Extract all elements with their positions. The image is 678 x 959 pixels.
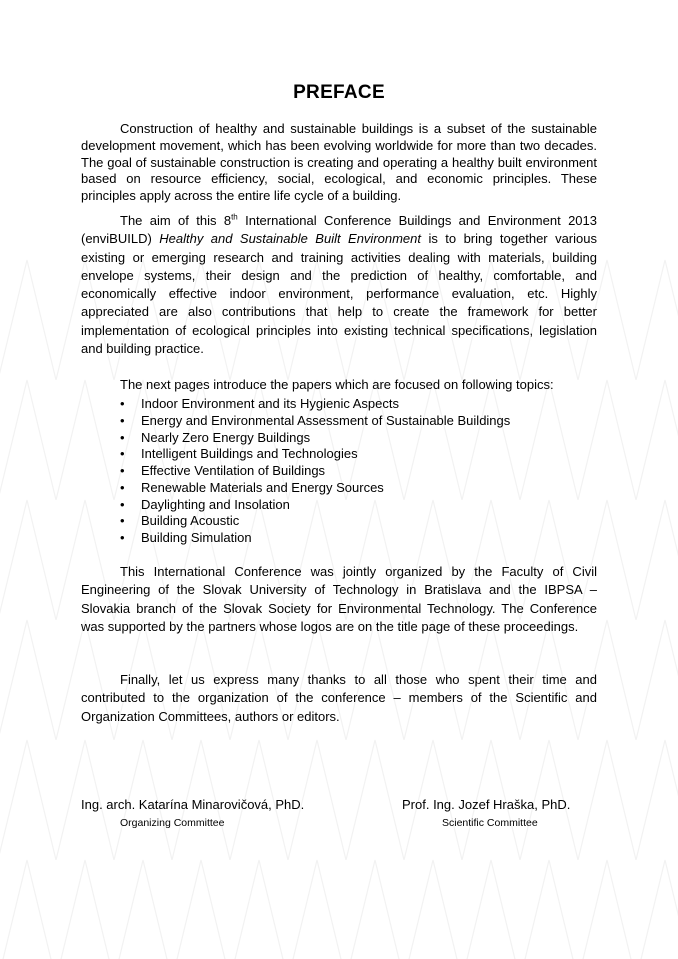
paragraph-thanks: Finally, let us express many thanks to all those who spent their time and contributed to the organization of the conference – members of the Scientific and Organization Committees, authors or editors. [81, 672, 597, 724]
aim-text-conference: International Conference Buildings and Environment 2013 (enviBUILD) [81, 213, 597, 247]
signatory-role: Scientific Committee [442, 817, 538, 829]
list-item: • Energy and Environmental Assessment of Sustainable Buildings [120, 413, 510, 430]
paragraph-aim [81, 212, 597, 358]
paragraph-intro: Construction of healthy and sustainable buildings is a subset of the sustainable development movement, which has been evolving worldwide for more than two decades. The goal of sustainable construction is creating and operating a healthy built environment based on resource efficiency, social, ecological, and economic principles. These principles apply across the entire life cycle of a building. [81, 121, 597, 204]
list-item: • Building Acoustic [120, 513, 510, 530]
paragraph-topics-intro: The next pages introduce the papers which are focused on following topics: [120, 377, 554, 392]
page-title: PREFACE [293, 82, 385, 103]
list-item: • Effective Ventilation of Buildings [120, 463, 510, 480]
list-item: • Intelligent Buildings and Technologies [120, 446, 510, 463]
conference-theme: Healthy and Sustainable Built Environment [159, 231, 422, 247]
list-item: • Renewable Materials and Energy Sources [120, 480, 510, 497]
list-item: • Daylighting and Insolation [120, 497, 510, 514]
signatory-role: Organizing Committee [120, 817, 225, 829]
aim-text-rest: is to bring together various existing or emerging research and training activities dealing with materials, building envelope systems, their design and the prediction of healthy, comfortable, and economically effective indoor environment, performance evaluation, etc. Highly appreciated are also contributions that help to create the framework for better implementation of ecological principles into existing technical specifications, legislation and building practice. [81, 231, 597, 357]
list-item: • Indoor Environment and its Hygienic Aspects [120, 396, 510, 413]
signature-scientific [402, 797, 570, 830]
signatory-name: Prof. Ing. Jozef Hraška, PhD. [402, 797, 571, 812]
watermark-line [0, 860, 678, 959]
list-item: • Building Simulation [120, 530, 510, 547]
topics-list [120, 396, 510, 547]
ordinal-suffix: th [231, 212, 238, 222]
signatory-name: Ing. arch. Katarína Minarovičová, PhD. [81, 797, 305, 812]
list-item: • Nearly Zero Energy Buildings [120, 430, 510, 447]
aim-text-start: The aim of this 8 [120, 213, 232, 228]
signature-organizing [81, 797, 304, 830]
paragraph-organizers: This International Conference was jointly organized by the Faculty of Civil Engineering of the Slovak University of Technology in Bratislava and the IBPSA – Slovakia branch of the Slovak Society for Environmental Technology. The Conference was supported by the partners whose logos are on the title page of these proceedings. [81, 564, 597, 634]
